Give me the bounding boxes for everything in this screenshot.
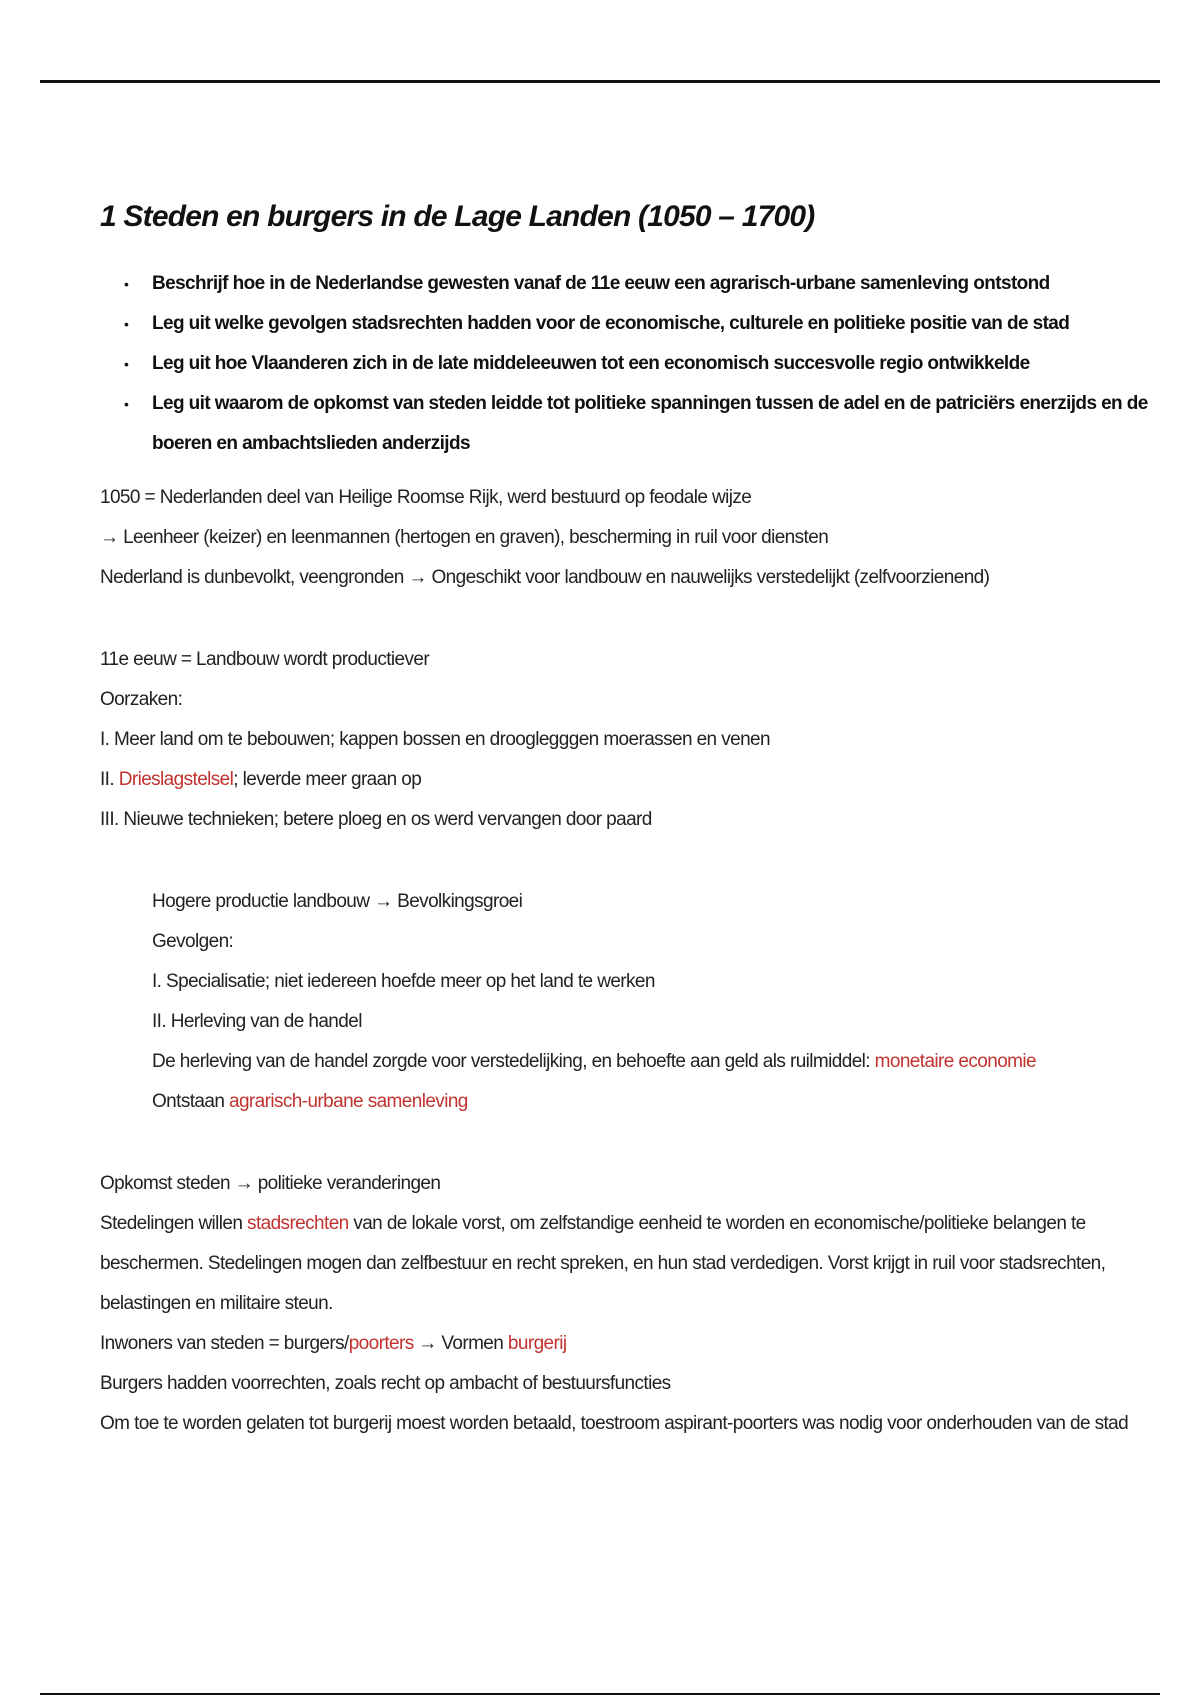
causes-label: Oorzaken:: [100, 689, 183, 710]
cause-item: I. Meer land om te bebouwen; kappen bossen en drooglegggen moerassen en venen: [100, 729, 770, 750]
bottom-rule: [40, 1693, 1160, 1695]
highlight-term: Drieslagstelsel: [118, 769, 234, 790]
text-line: Burgers hadden voorrechten, zoals recht op ambacht of bestuursfuncties: [100, 1373, 671, 1394]
highlight-term: stadsrechten: [247, 1213, 349, 1234]
top-rule: [40, 80, 1160, 83]
cause-item: III. Nieuwe technieken; betere ploeg en os werd vervangen door paard: [100, 809, 652, 830]
section-cities: [100, 1164, 1160, 1444]
text-line: Hogere productie landbouw → Bevolkingsgroei: [152, 891, 523, 912]
goal-item: • Beschrijf hoe in de Nederlandse gewesten vanaf de 11e eeuw een agrarisch-urbane samenleving ontstond: [152, 264, 1160, 304]
document-page: [100, 200, 1160, 1444]
text-line: Inwoners van steden = burgers/poorters → Vormen burgerij: [100, 1333, 567, 1354]
section-feudal: [100, 478, 1160, 598]
section-consequences: [100, 882, 1160, 1122]
text-line: → Leenheer (keizer) en leenmannen (hertogen en graven), bescherming in ruil voor diensten: [100, 527, 829, 548]
highlight-term: burgerij: [507, 1333, 567, 1354]
highlight-term: monetaire economie: [874, 1051, 1036, 1072]
text-line: 1050 = Nederlanden deel van Heilige Roomse Rijk, werd bestuurd op feodale wijze: [100, 487, 752, 508]
section-heading: Opkomst steden → politieke veranderingen: [100, 1173, 441, 1194]
section-heading: 11e eeuw = Landbouw wordt productiever: [100, 649, 430, 670]
text-line: Om toe te worden gelaten tot burgerij moest worden betaald, toestroom aspirant-poorters was nodig voor onderhouden van de stad: [100, 1413, 1129, 1434]
highlight-term: agrarisch-urbane samenleving: [228, 1091, 468, 1112]
cause-item: II. Drieslagstelsel; leverde meer graan op: [100, 769, 422, 790]
goal-item: • Leg uit welke gevolgen stadsrechten hadden voor de economische, culturele en politieke positie van de stad: [152, 304, 1160, 344]
effect-item: I. Specialisatie; niet iedereen hoefde meer op het land te werken: [152, 971, 655, 992]
text-line: Ontstaan agrarisch-urbane samenleving: [152, 1091, 468, 1112]
learning-goals-list: [100, 264, 1160, 464]
page-title: 1 Steden en burgers in de Lage Landen (1050 – 1700): [100, 200, 815, 233]
goal-item: • Leg uit hoe Vlaanderen zich in de late middeleeuwen tot een economisch succesvolle regio ontwikkelde: [152, 344, 1160, 384]
effects-label: Gevolgen:: [152, 931, 234, 952]
effect-item: II. Herleving van de handel: [152, 1011, 362, 1032]
highlight-term: poorters: [348, 1333, 414, 1354]
section-agriculture: [100, 640, 1160, 840]
text-line: De herleving van de handel zorgde voor verstedelijking, en behoefte aan geld als ruilmiddel: monetaire economie: [152, 1051, 1036, 1072]
goal-item: • Leg uit waarom de opkomst van steden leidde tot politieke spanningen tussen de adel en de patriciërs enerzijds en de boeren en ambachtslieden anderzijds: [152, 384, 1160, 464]
text-line: Nederland is dunbevolkt, veengronden → Ongeschikt voor landbouw en nauwelijks verstedelijkt (zelfvoorzienend): [100, 567, 990, 588]
paragraph: Stedelingen willen stadsrechten van de lokale vorst, om zelfstandige eenheid te worden en economische/politieke belangen te beschermen. Stedelingen mogen dan zelfbestuur en recht spreken, en hun stad verdedigen. Vorst krijgt in ruil voor stadsrechten, belastingen en militaire steun.: [100, 1213, 1106, 1314]
